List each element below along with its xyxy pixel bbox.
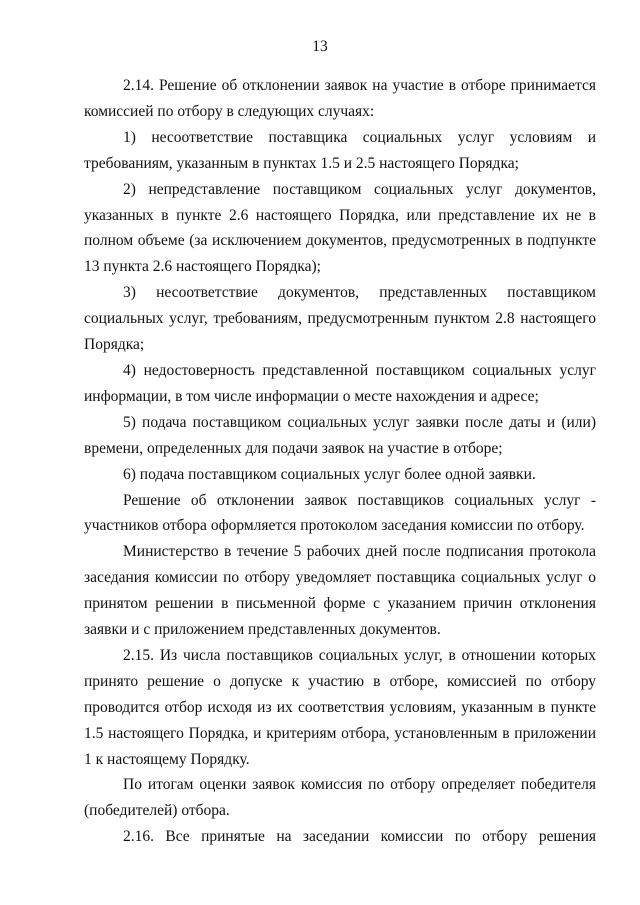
paragraph-ministry-notification: Министерство в течение 5 рабочих дней после подписания протокола заседания комиссии по отбору уведомляет поставщика социальных услуг о принятом решении в письменной форме с указанием причин отклонения заявки и с приложением представленных документов. — [84, 543, 596, 639]
list-item-3: 3) несоответствие документов, представленных поставщиком социальных услуг, требованиям, предусмотренным пунктом 2.8 настоящего Порядка; — [84, 284, 596, 354]
paragraph-2-16: 2.16. Все принятые на заседании комиссии по отбору решения — [123, 828, 596, 846]
paragraph-winner-selection: По итогам оценки заявок комиссия по отбору определяет победителя (победителей) отбора. — [84, 776, 596, 820]
list-item-6: 6) подача поставщиком социальных услуг более одной заявки. — [123, 465, 536, 483]
document-body — [84, 73, 596, 850]
list-item-2: 2) непредставление поставщиком социальных услуг документов, указанных в пункте 2.6 настоящего Порядка, или представление их не в полном объеме (за исключением документов, предусмотренных в подпункте 13 пункта 2.6 настоящего Порядка); — [84, 180, 596, 276]
page-number: 13 — [312, 38, 328, 55]
list-item-5: 5) подача поставщиком социальных услуг заявки после даты и (или) времени, определенных для подачи заявок на участие в отборе; — [84, 413, 596, 457]
paragraph-2-15: 2.15. Из числа поставщиков социальных услуг, в отношении которых принято решение о допуске к участию в отборе, комиссией по отбору проводится отбор исходя из их соответствия условиям, указанным в пункте 1.5 настоящего Порядка, и критериям отбора, установленным в приложении 1 к настоящему Порядку. — [84, 646, 596, 768]
list-item-1: 1) несоответствие поставщика социальных услуг условиям и требованиям, указанным в пунктах 1.5 и 2.5 настоящего Порядка; — [84, 128, 596, 172]
list-item-4: 4) недостоверность представленной поставщиком социальных услуг информации, в том числе информации о месте нахождения и адресе; — [84, 361, 596, 405]
paragraph-2-14: 2.14. Решение об отклонении заявок на участие в отборе принимается комиссией по отбору в следующих случаях: — [84, 77, 596, 120]
paragraph-rejection-protocol: Решение об отклонении заявок поставщиков социальных услуг - участников отбора оформляется протоколом заседания комиссии по отбору. — [84, 491, 596, 535]
